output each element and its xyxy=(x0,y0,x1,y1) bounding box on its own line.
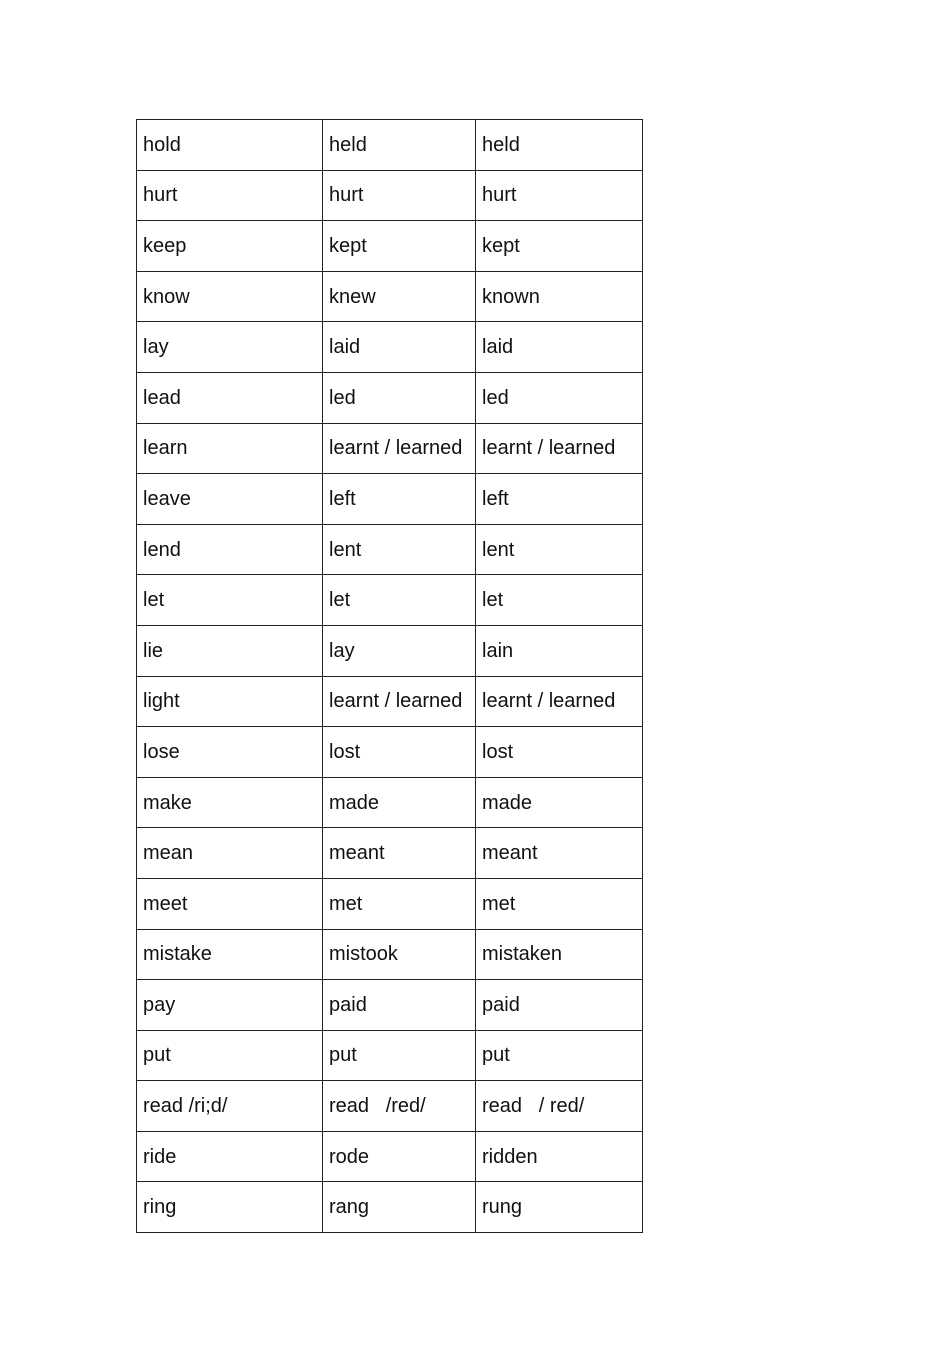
base-form-cell: hold xyxy=(137,120,323,171)
table-row xyxy=(137,120,643,171)
base-form-cell: mean xyxy=(137,828,323,879)
past-simple-cell: put xyxy=(323,1030,476,1081)
table-row xyxy=(137,1030,643,1081)
base-form-cell: put xyxy=(137,1030,323,1081)
table-row xyxy=(137,980,643,1031)
base-form-cell: hurt xyxy=(137,170,323,221)
base-form-cell: lend xyxy=(137,524,323,575)
past-simple-cell: lay xyxy=(323,625,476,676)
past-participle-cell: left xyxy=(476,474,643,525)
table-row xyxy=(137,878,643,929)
past-simple-cell: let xyxy=(323,575,476,626)
past-participle-cell: made xyxy=(476,777,643,828)
table-body xyxy=(137,120,643,1233)
past-simple-cell: held xyxy=(323,120,476,171)
table-row xyxy=(137,777,643,828)
past-participle-cell: lost xyxy=(476,727,643,778)
past-participle-cell: laid xyxy=(476,322,643,373)
past-participle-cell: put xyxy=(476,1030,643,1081)
past-participle-cell: mistaken xyxy=(476,929,643,980)
table-row xyxy=(137,929,643,980)
table-row xyxy=(137,676,643,727)
table-row xyxy=(137,1182,643,1233)
past-participle-cell: let xyxy=(476,575,643,626)
past-participle-cell: ridden xyxy=(476,1131,643,1182)
base-form-cell: leave xyxy=(137,474,323,525)
table-row xyxy=(137,575,643,626)
past-simple-cell: lent xyxy=(323,524,476,575)
past-simple-cell: mistook xyxy=(323,929,476,980)
base-form-cell: lead xyxy=(137,372,323,423)
past-simple-cell: hurt xyxy=(323,170,476,221)
irregular-verbs-table xyxy=(136,119,643,1233)
past-simple-cell: learnt / learned xyxy=(323,423,476,474)
past-participle-cell: met xyxy=(476,878,643,929)
base-form-cell: meet xyxy=(137,878,323,929)
base-form-cell: learn xyxy=(137,423,323,474)
past-simple-cell: rang xyxy=(323,1182,476,1233)
base-form-cell: read /ri;d/ xyxy=(137,1081,323,1132)
past-simple-cell: made xyxy=(323,777,476,828)
past-simple-cell: led xyxy=(323,372,476,423)
base-form-cell: mistake xyxy=(137,929,323,980)
past-participle-cell: learnt / learned xyxy=(476,676,643,727)
past-participle-cell: learnt / learned xyxy=(476,423,643,474)
table-row xyxy=(137,625,643,676)
past-simple-cell: laid xyxy=(323,322,476,373)
base-form-cell: ride xyxy=(137,1131,323,1182)
table-row xyxy=(137,1131,643,1182)
base-form-cell: lie xyxy=(137,625,323,676)
base-form-cell: know xyxy=(137,271,323,322)
table-row xyxy=(137,524,643,575)
past-simple-cell: read /red/ xyxy=(323,1081,476,1132)
past-participle-cell: known xyxy=(476,271,643,322)
past-participle-cell: lent xyxy=(476,524,643,575)
past-simple-cell: rode xyxy=(323,1131,476,1182)
past-simple-cell: left xyxy=(323,474,476,525)
base-form-cell: pay xyxy=(137,980,323,1031)
past-simple-cell: meant xyxy=(323,828,476,879)
table-row xyxy=(137,372,643,423)
table-row xyxy=(137,474,643,525)
table-row xyxy=(137,727,643,778)
base-form-cell: lay xyxy=(137,322,323,373)
table-row xyxy=(137,1081,643,1132)
past-simple-cell: lost xyxy=(323,727,476,778)
base-form-cell: keep xyxy=(137,221,323,272)
base-form-cell: lose xyxy=(137,727,323,778)
past-participle-cell: held xyxy=(476,120,643,171)
table-row xyxy=(137,170,643,221)
table-row xyxy=(137,271,643,322)
past-simple-cell: knew xyxy=(323,271,476,322)
past-simple-cell: kept xyxy=(323,221,476,272)
past-participle-cell: read / red/ xyxy=(476,1081,643,1132)
table-row xyxy=(137,221,643,272)
base-form-cell: make xyxy=(137,777,323,828)
past-participle-cell: meant xyxy=(476,828,643,879)
past-participle-cell: rung xyxy=(476,1182,643,1233)
past-participle-cell: kept xyxy=(476,221,643,272)
table-row xyxy=(137,828,643,879)
base-form-cell: let xyxy=(137,575,323,626)
past-simple-cell: learnt / learned xyxy=(323,676,476,727)
base-form-cell: light xyxy=(137,676,323,727)
past-simple-cell: paid xyxy=(323,980,476,1031)
past-participle-cell: led xyxy=(476,372,643,423)
past-participle-cell: paid xyxy=(476,980,643,1031)
past-participle-cell: lain xyxy=(476,625,643,676)
table-row xyxy=(137,322,643,373)
table-row xyxy=(137,423,643,474)
past-simple-cell: met xyxy=(323,878,476,929)
base-form-cell: ring xyxy=(137,1182,323,1233)
past-participle-cell: hurt xyxy=(476,170,643,221)
